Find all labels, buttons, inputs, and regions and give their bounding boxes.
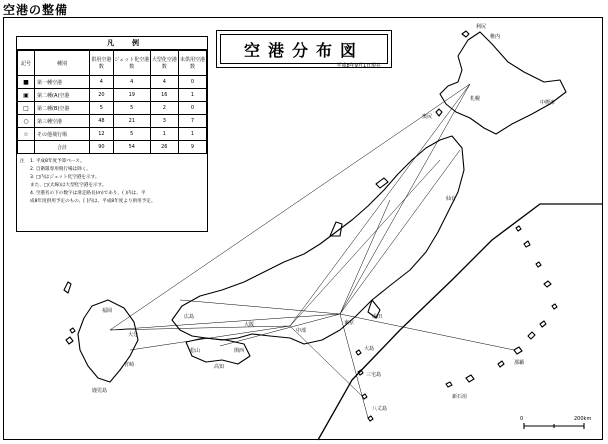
legend-row — [18, 128, 207, 141]
legend-cell: 3 — [150, 115, 178, 128]
legend-symbol: ■ — [18, 76, 35, 89]
legend-kind: その他飛行場 — [35, 128, 90, 141]
note-line: 4. 空港名の下の数字は滑走路長(m)であり、( )内は、平 — [30, 191, 146, 196]
map-label-okushiri: 奥尻 — [422, 114, 433, 120]
legend-title: 凡例 — [17, 37, 207, 50]
legend-kind: 第二種(B)空港 — [35, 102, 90, 115]
legend-kind: 第一種空港 — [35, 76, 90, 89]
note-line: 成8年度供用予定のもの、[ ]内は、平成8年度より供用予定。 — [30, 199, 156, 204]
map-label-matsuyama: 松山 — [190, 348, 201, 354]
legend-row — [18, 89, 207, 102]
map-label-sapporo: 札幌 — [470, 96, 481, 102]
map-label-hachijojima: 八丈島 — [372, 406, 388, 412]
map-label-oshima: 大島 — [364, 346, 375, 352]
map-label-hiroshima: 広島 — [184, 314, 195, 320]
map-label-miyazaki: 宮崎 — [124, 362, 135, 368]
legend-header-row — [18, 51, 207, 76]
map-label-chubu: 中部 — [296, 328, 307, 334]
goto-islands — [66, 328, 75, 344]
legend-symbol — [18, 141, 35, 154]
legend-cell: 1 — [178, 128, 206, 141]
map-label-oita: 大分 — [128, 332, 139, 338]
legend-cell: 48 — [90, 115, 114, 128]
legend-row — [18, 102, 207, 115]
map-title: 空港分布図 — [243, 41, 364, 60]
map-label-narita: 成田 — [372, 314, 383, 320]
legend-cell: 5 — [90, 102, 114, 115]
map-label-nakashibetsu: 中標津 — [540, 100, 556, 106]
note-line: また、□(太線)は大型化空港を示す。 — [30, 183, 107, 188]
map-label-new-ishigaki: 新石垣 — [452, 394, 468, 400]
legend-cell: 5 — [113, 102, 150, 115]
map-label-rishiri: 利尻 — [476, 24, 487, 30]
legend-cell: 19 — [113, 89, 150, 102]
legend-cell: 1 — [150, 128, 178, 141]
legend-kind: 合計 — [35, 141, 90, 154]
map-label-osaka: 大阪 — [244, 322, 255, 328]
note-line: 2. 自衛隊専用飛行場は除く。 — [30, 167, 91, 172]
note-line: 3. □内はジェット化空港を示す。 — [30, 175, 100, 180]
legend-header: 種別 — [35, 51, 90, 76]
legend-cell: 0 — [178, 76, 206, 89]
legend-cell: 54 — [113, 141, 150, 154]
legend-cell: 0 — [178, 102, 206, 115]
legend-symbol: □ — [18, 102, 35, 115]
inset-border — [318, 204, 603, 440]
notes-heading: 注 — [20, 159, 25, 164]
legend-cell: 90 — [90, 141, 114, 154]
legend-symbol: ▣ — [18, 89, 35, 102]
map-label-miyakejima: 三宅島 — [366, 372, 382, 378]
legend-notes — [17, 154, 207, 210]
sado-island — [376, 178, 388, 188]
map-label-kochi: 高知 — [214, 364, 225, 370]
legend-cell: 20 — [90, 89, 114, 102]
page-heading: 空港の整備 — [3, 3, 69, 17]
legend-kind: 第二種(A)空港 — [35, 89, 90, 102]
map-label-kansai: 関西 — [234, 348, 245, 354]
legend-row — [18, 76, 207, 89]
legend-header: ジェット化空港数 — [113, 51, 150, 76]
legend-cell: 26 — [150, 141, 178, 154]
legend-cell: 21 — [113, 115, 150, 128]
legend-cell: 7 — [178, 115, 206, 128]
legend-header: 大型化空港数 — [150, 51, 178, 76]
nansei-islands — [446, 226, 557, 387]
scale-bar — [524, 423, 584, 429]
legend-row — [18, 115, 207, 128]
legend-total-row — [18, 141, 207, 154]
map-label-wakkanai: 稚内 — [490, 34, 501, 40]
map-label-naha: 那覇 — [514, 360, 525, 366]
legend-cell: 4 — [113, 76, 150, 89]
legend-cell: 5 — [113, 128, 150, 141]
legend-symbol: ☆ — [18, 128, 35, 141]
legend-cell: 9 — [178, 141, 206, 154]
scale-label-200km: 200km — [574, 416, 592, 422]
legend-cell: 1 — [178, 89, 206, 102]
okushiri-island — [436, 109, 442, 116]
legend-table — [17, 50, 207, 154]
map-title-box — [216, 30, 392, 68]
legend-header: 記号 — [18, 51, 35, 76]
map-label-kagoshima: 鹿児島 — [92, 388, 108, 394]
legend-cell: 4 — [150, 76, 178, 89]
legend-symbol: ○ — [18, 115, 35, 128]
tsushima-island — [64, 282, 71, 293]
legend-header: 供用空港数 — [90, 51, 114, 76]
legend-box — [16, 36, 208, 232]
note-line: 1. 平成8年度予算ベース。 — [30, 159, 85, 164]
map-as-of-date: 平成8年9月1日現在 — [336, 63, 381, 69]
legend-cell: 4 — [90, 76, 114, 89]
scale-label-0: 0 — [520, 416, 524, 422]
hokkaido-outline — [440, 32, 566, 134]
legend-cell: 12 — [90, 128, 114, 141]
legend-kind: 第三種空港 — [35, 115, 90, 128]
rishiri-island — [462, 31, 469, 37]
legend-cell: 2 — [150, 102, 178, 115]
map-label-tokyo: 東京 — [344, 320, 355, 326]
map-label-sendai: 仙台 — [446, 196, 457, 202]
legend-header: 未供用空港数 — [178, 51, 206, 76]
map-label-fukuoka: 福岡 — [102, 308, 113, 314]
honshu-outline — [172, 136, 464, 344]
legend-cell: 16 — [150, 89, 178, 102]
